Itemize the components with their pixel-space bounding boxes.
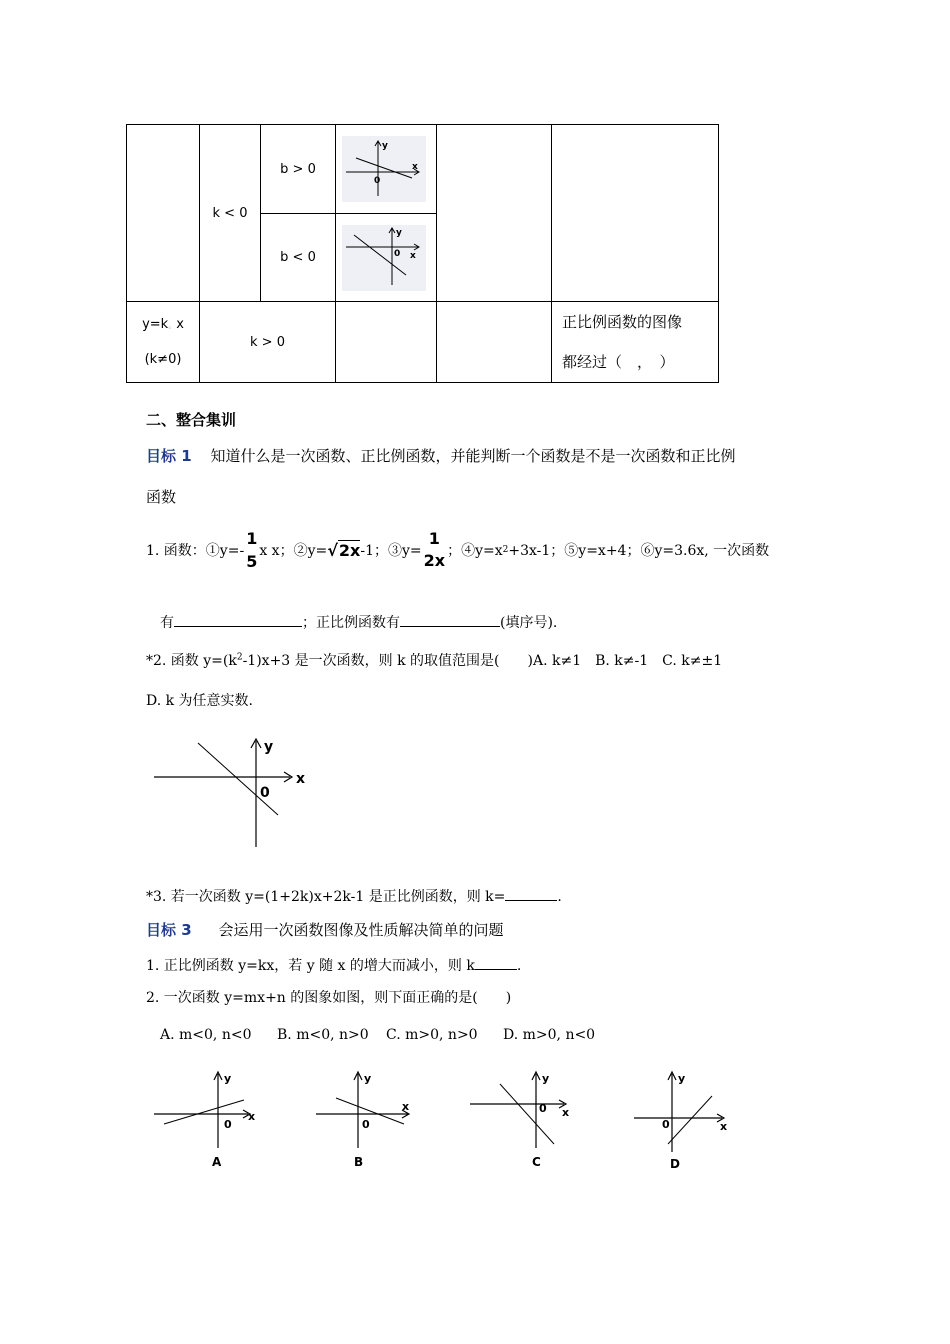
empty-cell [127,125,200,302]
graph-cell-b-neg [336,214,437,302]
b-positive-cell: b > 0 [261,125,336,214]
answer-blank-k[interactable] [505,886,557,901]
question-3: *3. 若一次函数 y=(1+2k)x+2k-1 是正比例函数，则 k= . [146,886,562,906]
svg-text:y: y [264,739,274,755]
empty-cell [552,125,719,302]
sqrt-2x: √2x [327,540,361,560]
graph-option-b [312,1068,427,1176]
b-negative-cell: b < 0 [261,214,336,302]
svg-text:0: 0 [394,248,401,259]
svg-text:y: y [364,1072,372,1085]
answer-blank-linear[interactable] [174,612,302,627]
svg-text:y: y [678,1072,686,1085]
empty-cell [437,125,552,302]
proportional-note-cell: 正比例函数的图像 都经过（ ， ） [552,302,719,383]
graph-option-a [150,1068,265,1176]
goal-1 [146,445,735,466]
svg-text:C: C [532,1155,541,1169]
empty-cell [336,302,437,383]
summary-table [126,124,719,383]
answer-blank-k-range[interactable] [475,955,517,970]
goal-3-label: 目标 3 [146,921,192,939]
option-c[interactable]: C. m>0, n>0 [386,1027,478,1043]
goal-1-label: 目标 1 [146,447,192,465]
proportional-function-cell: y=k。x (k≠0) [127,302,200,383]
option-b[interactable]: B. m<0, n>0 [277,1027,369,1043]
option-d[interactable]: D. m>0, n<0 [503,1027,596,1043]
k-negative-cell: k < 0 [200,125,261,302]
svg-text:x: x [412,162,418,172]
option-a[interactable]: A. m<0, n<0 [160,1027,252,1043]
svg-text:0: 0 [260,785,270,801]
graph-option-c [466,1068,581,1176]
svg-text:y: y [224,1072,232,1085]
section-title: 二、整合集训 [146,411,237,429]
svg-text:0: 0 [224,1118,232,1131]
svg-text:0: 0 [539,1102,547,1115]
svg-text:A: A [212,1155,222,1169]
k-positive-cell: k > 0 [200,302,336,383]
fraction-one-fifth: 1 5 [246,528,258,571]
graph-option-d [630,1068,745,1176]
svg-text:0: 0 [662,1118,670,1131]
goal-3-text: 会运用一次函数图像及性质解决简单的问题 [218,921,504,939]
svg-text:x: x [296,771,306,787]
line-graph-decreasing-b-pos [342,136,426,198]
goal-3-question-2: 2. 一次函数 y=mx+n 的图象如图，则下面正确的是( ) [146,990,512,1006]
goal-3 [146,919,503,940]
svg-text:x: x [248,1110,256,1123]
answer-blank-proportional[interactable] [400,612,500,627]
line-graph-decreasing-b-neg [342,225,426,287]
svg-text:D: D [670,1157,680,1171]
question-2-line2: D. k 为任意实数. [146,693,254,709]
svg-text:x: x [410,250,416,261]
svg-text:y: y [542,1072,550,1085]
svg-text:0: 0 [374,176,381,186]
svg-text:x: x [562,1106,570,1119]
line-graph-q2 [150,735,320,850]
question-2: *2. 函数 $y=(k^2-1)x+3$ 是一次函数，则 k 的取值范围是( )A. k≠1 B. k≠-1 C. k≠±1 [146,652,723,669]
svg-text:x: x [402,1100,410,1113]
svg-text:B: B [354,1155,364,1169]
svg-text:y: y [396,227,402,238]
goal-1-text-cont: 函数 [146,488,177,506]
fraction-one-over-2x: 1 2x [423,529,446,570]
goal-3-question-1: 1. 正比例函数 y=kx，若 y 随 x 的增大而减小，则 k . [146,955,521,975]
svg-text:y: y [382,141,388,151]
empty-cell [437,302,552,383]
question-1: 1. 函数：①y=- 1 5 x x；②y= √2x -1；③y= 1 2x ；④y=x 2 +3x-1；⑤y=x+4；⑥y=3. 6x, 一次函数 [146,528,770,571]
goal-1-text: 知道什么是一次函数、正比例函数，并能判断一个函数是不是一次函数和正比例 [210,447,736,465]
graph-cell-b-pos [336,125,437,214]
svg-text:0: 0 [362,1118,370,1131]
question-1-line2: 有 ；正比例函数有 (填序号). [160,612,557,632]
svg-text:x: x [720,1120,728,1133]
